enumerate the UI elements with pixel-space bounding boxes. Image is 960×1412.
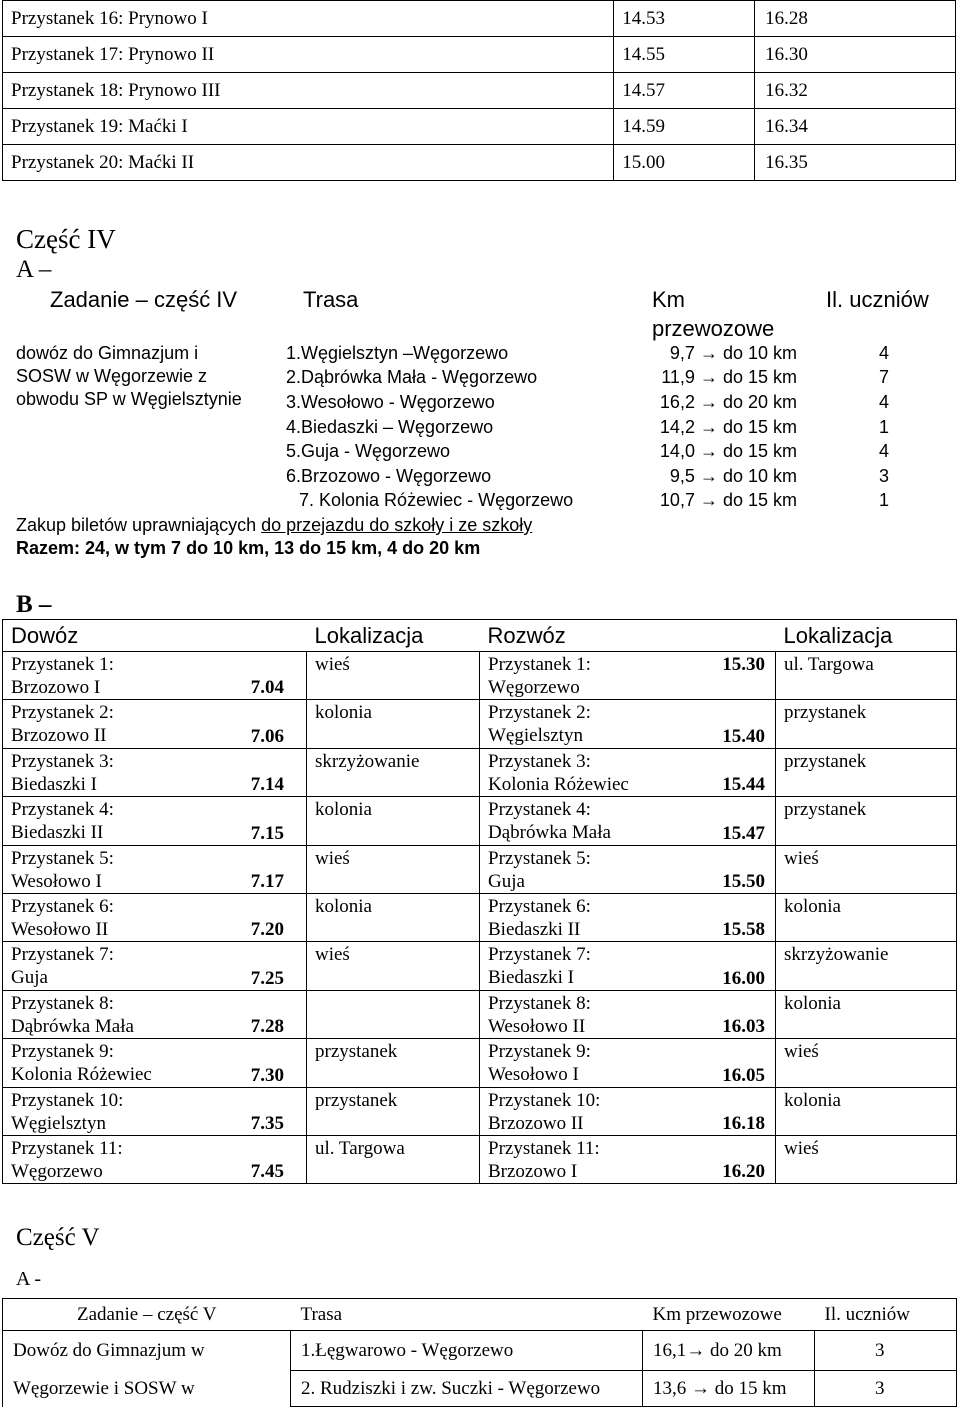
part-iv-note (16, 515, 532, 536)
dowoz-stop-label: Przystanek 6: (11, 895, 114, 917)
dowoz-location: kolonia (307, 797, 480, 845)
b-table-row (3, 797, 957, 845)
part-iv-task-line: dowóz do Gimnazjum i (16, 343, 199, 363)
time-afternoon: 16.35 (755, 145, 956, 181)
dowoz-time: 7.25 (250, 967, 284, 989)
part-iv-task-line: SOSW w Węgorzewie z (16, 366, 208, 386)
stop-name: Przystanek 18: Prynowo III (3, 73, 614, 109)
route-student-count: 1 (879, 490, 890, 510)
dowoz-time: 7.45 (250, 1161, 284, 1183)
dowoz-time: 7.35 (250, 1112, 284, 1134)
part-iv-header-zadanie: Zadanie – część IV (50, 287, 238, 312)
rozwoz-cell (480, 990, 776, 1038)
rozwoz-location: wieś (776, 845, 957, 893)
rozwoz-cell (480, 652, 776, 700)
dowoz-cell (3, 700, 307, 748)
dowoz-time: 7.20 (250, 919, 284, 941)
stop-name: Przystanek 17: Prynowo II (3, 37, 614, 73)
rozwoz-time: 16.18 (722, 1112, 765, 1134)
rozwoz-cell (480, 748, 776, 796)
part-v-km: 13,6 → do 15 km (643, 1371, 815, 1407)
top-table-row (3, 109, 956, 145)
rozwoz-stop-name: Kolonia Różewiec (488, 773, 629, 795)
b-table-row (3, 748, 957, 796)
rozwoz-cell (480, 1039, 776, 1087)
rozwoz-location: przystanek (776, 797, 957, 845)
rozwoz-cell (480, 1135, 776, 1183)
rozwoz-stop-label: Przystanek 3: (488, 750, 591, 772)
b-table-row (3, 1135, 957, 1183)
dowoz-location: wieś (307, 845, 480, 893)
part-v-header-uczniow: Il. uczniów (815, 1299, 957, 1331)
schedule-table-top (2, 0, 956, 181)
rozwoz-location: przystanek (776, 700, 957, 748)
part-iv-sub-a: A – (16, 256, 52, 283)
dowoz-stop-label: Przystanek 7: (11, 944, 114, 966)
b-table-row (3, 990, 957, 1038)
dowoz-stop-name: Wesołowo II (11, 918, 109, 940)
part-iv-task-line: obwodu SP w Węgielsztynie (16, 389, 242, 409)
rozwoz-time: 15.50 (722, 870, 765, 892)
dowoz-stop-label: Przystanek 3: (11, 750, 114, 772)
b-table-row (3, 893, 957, 941)
rozwoz-cell (480, 893, 776, 941)
b-table-row (3, 700, 957, 748)
rozwoz-location: skrzyżowanie (776, 942, 957, 990)
rozwoz-location: kolonia (776, 893, 957, 941)
rozwoz-stop-name: Wesołowo II (488, 1015, 586, 1037)
b-table-row (3, 942, 957, 990)
dowoz-stop-label: Przystanek 11: (11, 1137, 123, 1159)
dowoz-stop-name: Brzozowo II (11, 725, 107, 747)
part-v-sub-a: A - (16, 1268, 41, 1290)
rozwoz-time: 15.40 (722, 725, 765, 747)
part-iv-header-uczniow: Il. uczniów (826, 287, 929, 312)
rozwoz-cell (480, 845, 776, 893)
route-name: 7. Kolonia Różewiec - Węgorzewo (299, 490, 574, 510)
rozwoz-stop-name: Brzozowo II (488, 1112, 584, 1134)
dowoz-cell (3, 652, 307, 700)
part-iv-header-trasa: Trasa (303, 287, 359, 312)
route-km: 9,5 → do 10 km (669, 466, 797, 486)
route-km: 10,7 → do 15 km (659, 490, 797, 510)
dowoz-stop-label: Przystanek 2: (11, 702, 114, 724)
dowoz-stop-name: Dąbrówka Mała (11, 1015, 134, 1037)
dowoz-stop-name: Kolonia Różewiec (11, 1064, 152, 1086)
time-afternoon: 16.32 (755, 73, 956, 109)
dowoz-cell (3, 1135, 307, 1183)
part-v-header-km: Km przewozowe (643, 1299, 815, 1331)
b-table-row (3, 652, 957, 700)
rozwoz-stop-name: Węgielsztyn (488, 725, 583, 747)
rozwoz-time: 16.05 (722, 1064, 765, 1086)
rozwoz-stop-label: Przystanek 7: (488, 944, 591, 966)
dowoz-stop-label: Przystanek 4: (11, 799, 114, 821)
part-v-heading: Część V (16, 1224, 100, 1251)
b-table-row (3, 1087, 957, 1135)
dowoz-stop-label: Przystanek 5: (11, 847, 114, 869)
dowoz-cell (3, 893, 307, 941)
route-km: 9,7 → do 10 km (669, 343, 797, 363)
b-header-lokalizacja: Lokalizacja (307, 620, 480, 652)
part-v-table (2, 1298, 957, 1407)
dowoz-stop-name: Biedaszki I (11, 773, 98, 795)
route-student-count: 7 (879, 367, 890, 387)
route-km: 16,2 → do 20 km (659, 392, 797, 412)
time-afternoon: 16.30 (755, 37, 956, 73)
route-name: 3.Wesołowo - Węgorzewo (286, 392, 495, 412)
time-afternoon: 16.34 (755, 109, 956, 145)
rozwoz-stop-name: Wesołowo I (488, 1064, 579, 1086)
time-morning: 14.53 (614, 1, 755, 37)
stop-name: Przystanek 16: Prynowo I (3, 1, 614, 37)
part-v-task: Węgorzewie i SOSW w (3, 1371, 291, 1407)
part-v-count: 3 (815, 1371, 957, 1407)
rozwoz-location: ul. Targowa (776, 652, 957, 700)
rozwoz-stop-label: Przystanek 6: (488, 895, 591, 917)
b-header-lokalizacja-2: Lokalizacja (776, 620, 957, 652)
top-table-row (3, 73, 956, 109)
dowoz-stop-name: Biedaszki II (11, 822, 104, 844)
part-v-km: 16,1→ do 20 km (643, 1331, 815, 1371)
part-v-task: Dowóz do Gimnazjum w (3, 1331, 291, 1371)
part-iv-note-underlined: do przejazdu do szkoły i ze szkoły (261, 515, 533, 535)
top-table-row (3, 1, 956, 37)
b-header-dowoz: Dowóz (3, 620, 307, 652)
rozwoz-time: 15.30 (722, 654, 765, 675)
dowoz-stop-label: Przystanek 1: (11, 654, 114, 675)
rozwoz-cell (480, 1087, 776, 1135)
rozwoz-stop-name: Brzozowo I (488, 1160, 578, 1182)
dowoz-stop-name: Wesołowo I (11, 870, 102, 892)
rozwoz-cell (480, 942, 776, 990)
rozwoz-stop-name: Biedaszki I (488, 967, 575, 989)
rozwoz-location: kolonia (776, 1087, 957, 1135)
rozwoz-time: 16.03 (722, 1016, 765, 1038)
rozwoz-stop-label: Przystanek 2: (488, 702, 591, 724)
dowoz-location: kolonia (307, 893, 480, 941)
rozwoz-stop-name: Dąbrówka Mała (488, 822, 611, 844)
rozwoz-location: wieś (776, 1039, 957, 1087)
b-header-rozwoz: Rozwóz (480, 620, 776, 652)
dowoz-time: 7.06 (250, 725, 284, 747)
route-student-count: 4 (879, 441, 890, 461)
route-km: 14,2 → do 15 km (659, 417, 797, 437)
rozwoz-stop-name: Guja (488, 870, 525, 892)
dowoz-location (307, 990, 480, 1038)
time-morning: 15.00 (614, 145, 755, 181)
dowoz-stop-name: Węgielsztyn (11, 1112, 106, 1134)
time-morning: 14.57 (614, 73, 755, 109)
part-iv-header-km: Km (652, 287, 685, 312)
part-iv-heading: Część IV (16, 224, 116, 254)
rozwoz-stop-label: Przystanek 1: (488, 654, 591, 675)
route-student-count: 3 (879, 466, 890, 486)
b-table-row (3, 1039, 957, 1087)
dowoz-location: przystanek (307, 1087, 480, 1135)
rozwoz-stop-label: Przystanek 8: (488, 992, 591, 1014)
b-table-row (3, 845, 957, 893)
dowoz-cell (3, 942, 307, 990)
dowoz-cell (3, 1039, 307, 1087)
rozwoz-location: wieś (776, 1135, 957, 1183)
part-v-header-zadanie: Zadanie – część V (3, 1299, 291, 1331)
rozwoz-time: 16.00 (722, 967, 765, 989)
dowoz-stop-name: Węgorzewo (11, 1160, 103, 1182)
rozwoz-location: przystanek (776, 748, 957, 796)
dowoz-time: 7.30 (250, 1064, 284, 1086)
rozwoz-cell (480, 797, 776, 845)
schedule-table-b (2, 619, 957, 1184)
part-iv-note-plain: Zakup biletów uprawniających (16, 515, 262, 535)
time-morning: 14.55 (614, 37, 755, 73)
dowoz-time: 7.04 (250, 677, 284, 699)
dowoz-cell (3, 797, 307, 845)
rozwoz-stop-label: Przystanek 4: (488, 799, 591, 821)
dowoz-cell (3, 748, 307, 796)
rozwoz-time: 15.47 (722, 822, 765, 844)
rozwoz-time: 15.44 (722, 774, 765, 796)
dowoz-location: skrzyżowanie (307, 748, 480, 796)
route-student-count: 4 (879, 392, 890, 412)
dowoz-time: 7.28 (250, 1016, 284, 1038)
rozwoz-cell (480, 700, 776, 748)
rozwoz-time: 15.58 (722, 919, 765, 941)
dowoz-location: wieś (307, 652, 480, 700)
dowoz-time: 7.15 (250, 822, 284, 844)
part-v-count: 3 (815, 1331, 957, 1371)
route-student-count: 1 (879, 417, 890, 437)
top-table-row (3, 37, 956, 73)
dowoz-location: kolonia (307, 700, 480, 748)
part-v-route: 1.Łęgwarowo - Węgorzewo (291, 1331, 643, 1371)
dowoz-location: ul. Targowa (307, 1135, 480, 1183)
route-student-count: 4 (879, 343, 890, 363)
time-morning: 14.59 (614, 109, 755, 145)
rozwoz-stop-label: Przystanek 10: (488, 1089, 601, 1111)
dowoz-location: wieś (307, 942, 480, 990)
dowoz-stop-label: Przystanek 9: (11, 1041, 114, 1063)
route-name: 1.Węgielsztyn –Węgorzewo (286, 343, 509, 363)
route-name: 5.Guja - Węgorzewo (286, 441, 451, 461)
dowoz-stop-label: Przystanek 10: (11, 1089, 124, 1111)
route-name: 2.Dąbrówka Mała - Węgorzewo (286, 367, 538, 387)
route-name: 4.Biedaszki – Węgorzewo (286, 417, 494, 437)
stop-name: Przystanek 20: Maćki II (3, 145, 614, 181)
part-v-header-trasa: Trasa (291, 1299, 643, 1331)
part-iv-header-km-2: przewozowe (652, 316, 775, 341)
route-name: 6.Brzozowo - Węgorzewo (286, 466, 492, 486)
dowoz-stop-name: Brzozowo I (11, 677, 101, 698)
rozwoz-location: kolonia (776, 990, 957, 1038)
stop-name: Przystanek 19: Maćki I (3, 109, 614, 145)
route-km: 11,9 → do 15 km (661, 367, 797, 387)
rozwoz-stop-label: Przystanek 5: (488, 847, 591, 869)
rozwoz-stop-name: Węgorzewo (488, 677, 580, 698)
route-km: 14,0 → do 15 km (659, 441, 797, 461)
dowoz-cell (3, 845, 307, 893)
part-v-route: 2. Rudziszki i zw. Suczki - Węgorzewo (291, 1371, 643, 1407)
top-table-row (3, 145, 956, 181)
rozwoz-stop-label: Przystanek 11: (488, 1137, 600, 1159)
dowoz-location: przystanek (307, 1039, 480, 1087)
rozwoz-time: 16.20 (722, 1161, 765, 1183)
dowoz-cell (3, 1087, 307, 1135)
dowoz-cell (3, 990, 307, 1038)
rozwoz-stop-label: Przystanek 9: (488, 1041, 591, 1063)
part-iv-summary: Razem: 24, w tym 7 do 10 km, 13 do 15 km, 4 do 20 km (16, 538, 481, 558)
dowoz-time: 7.14 (250, 774, 284, 796)
dowoz-time: 7.17 (250, 870, 284, 892)
dowoz-stop-label: Przystanek 8: (11, 992, 114, 1014)
rozwoz-stop-name: Biedaszki II (488, 918, 581, 940)
time-afternoon: 16.28 (755, 1, 956, 37)
dowoz-stop-name: Guja (11, 967, 48, 989)
part-b-heading: B – (16, 591, 52, 618)
